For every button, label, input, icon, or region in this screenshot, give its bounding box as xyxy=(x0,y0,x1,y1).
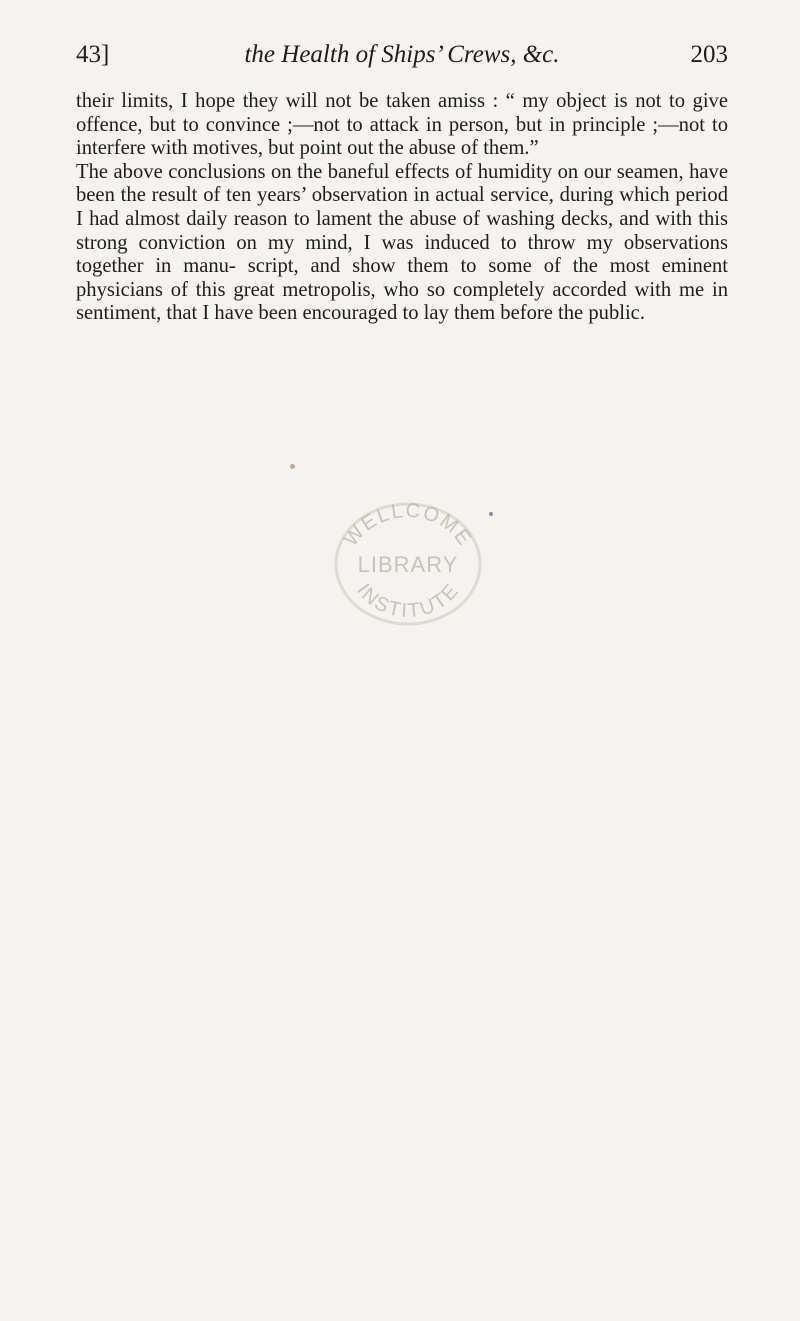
header-chapter-number: 43] xyxy=(76,41,110,68)
body-text xyxy=(76,90,728,326)
ink-speck xyxy=(290,464,295,469)
running-header xyxy=(76,38,728,74)
header-running-title: the Health of Ships’ Crews, &c. xyxy=(244,41,560,68)
stamp-text-top: WELLCOME xyxy=(339,499,477,551)
stamp-text-middle: LIBRARY xyxy=(357,552,459,577)
paragraph-2: The above conclusions on the baneful effects of humidity on our seamen, have been the result of ten years’ observation in actual service, during which period I had almost daily reason to lament the abuse of washing decks, and with this strong conviction on my mind, I was induced to throw my observations together in manu- script, and show them to some of the most eminent physicians of this great metropolis, who so completely accorded with me in sentiment, that I have been encouraged to lay them before the public. xyxy=(76,160,728,325)
library-stamp xyxy=(318,492,498,632)
header-page-number: 203 xyxy=(690,41,728,68)
paragraph-1: their limits, I hope they will not be taken amiss : “ my object is not to give offence, but to convince ;—not to attack in person, but in principle ;—not to interfere with motives, but point out the abuse of them.” xyxy=(76,90,728,160)
stamp-text-bottom: INSTITUTE xyxy=(352,579,464,623)
